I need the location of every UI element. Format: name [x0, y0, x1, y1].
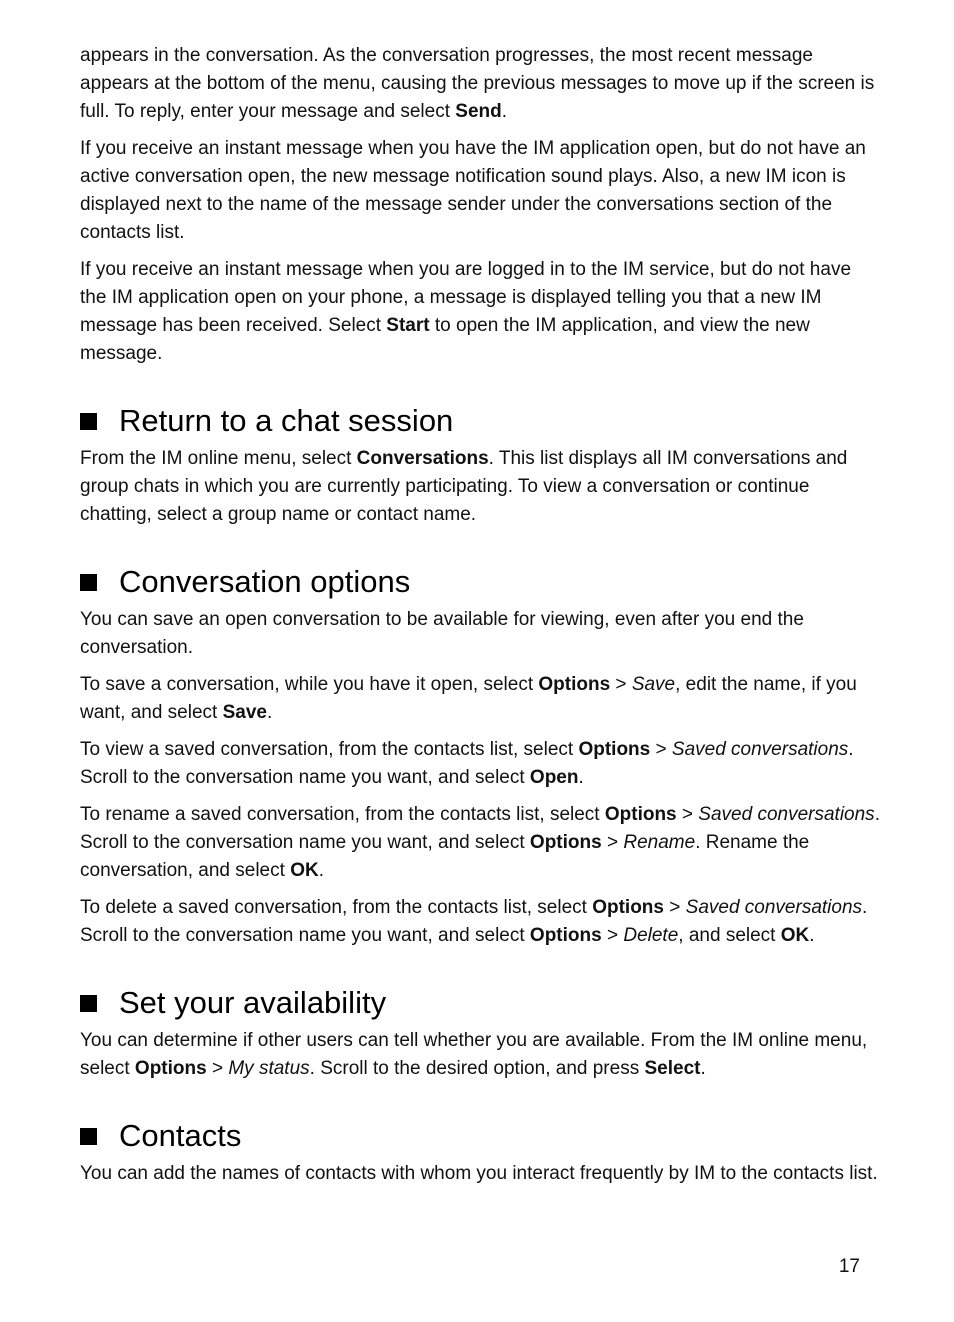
section-return-to-chat: [80, 401, 880, 529]
document-page: [80, 42, 880, 1197]
square-bullet-icon: [80, 413, 97, 430]
square-bullet-icon: [80, 574, 97, 591]
section-heading: Conversation options: [80, 562, 880, 602]
section-set-availability: [80, 983, 880, 1083]
section-heading: Set your availability: [80, 983, 880, 1023]
section-paragraph: To rename a saved conversation, from the contacts list, select Options > Saved conversations. Scroll to the conversation name you want, and select Options > Rename. Rename the conversation, and select OK.: [80, 804, 880, 881]
section-paragraph: From the IM online menu, select Conversations. This list displays all IM conversations and group chats in which you are currently participating. To view a conversation or continue chatting, select a group name or contact name.: [80, 448, 848, 525]
section-paragraph: To save a conversation, while you have it open, select Options > Save, edit the name, if you want, and select Save.: [80, 674, 857, 723]
section-paragraph: You can save an open conversation to be available for viewing, even after you end the conversation.: [80, 609, 804, 658]
square-bullet-icon: [80, 1128, 97, 1145]
section-heading: Return to a chat session: [80, 401, 880, 441]
section-paragraph: To delete a saved conversation, from the contacts list, select Options > Saved conversations. Scroll to the conversation name you want, and select Options > Delete, and select OK.: [80, 897, 868, 946]
intro-paragraph-1: appears in the conversation. As the conversation progresses, the most recent message appears at the bottom of the menu, causing the previous messages to move up if the screen is full. To reply, enter your message and select Send.: [80, 45, 875, 122]
intro-paragraph-3: If you receive an instant message when you are logged in to the IM service, but do not have the IM application open on your phone, a message is displayed telling you that a new IM message has been received. Select Start to open the IM application, and view the new message.: [80, 259, 852, 364]
intro-paragraph-2: If you receive an instant message when you have the IM application open, but do not have an active conversation open, the new message notification sound plays. Also, a new IM icon is displayed next to the name of the message sender under the conversations section of the contacts list.: [80, 138, 866, 243]
section-paragraph: You can add the names of contacts with whom you interact frequently by IM to the contacts list.: [80, 1163, 878, 1184]
section-contacts: [80, 1116, 880, 1188]
square-bullet-icon: [80, 995, 97, 1012]
page-number: 17: [838, 1256, 860, 1277]
section-paragraph: To view a saved conversation, from the contacts list, select Options > Saved conversations. Scroll to the conversation name you want, and select Open.: [80, 739, 854, 788]
section-heading: Contacts: [80, 1116, 880, 1156]
section-paragraph: You can determine if other users can tell whether you are available. From the IM online menu, select Options > My status. Scroll to the desired option, and press Select.: [80, 1030, 868, 1079]
section-conversation-options: [80, 562, 880, 950]
